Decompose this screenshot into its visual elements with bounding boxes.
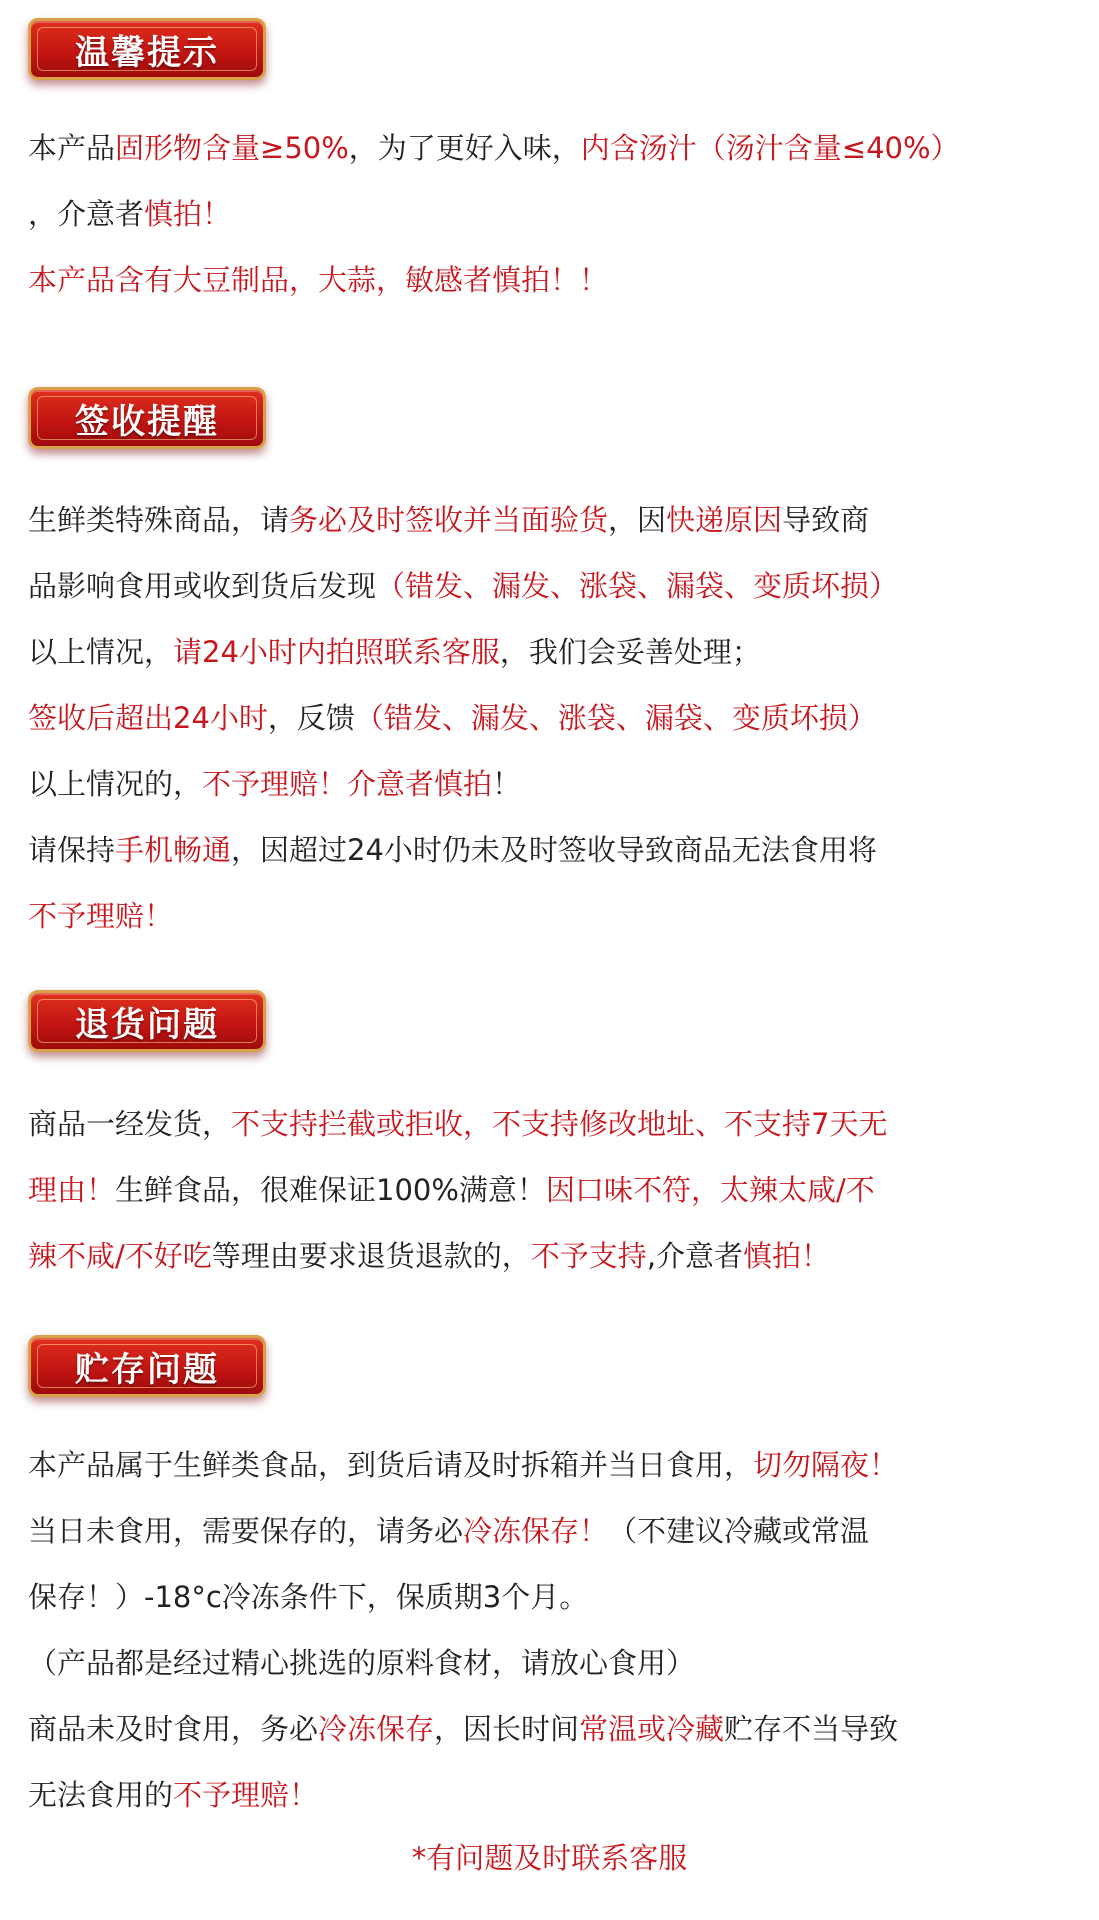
- text-line: [28, 830, 877, 870]
- text-line: [28, 1709, 898, 1749]
- text-line: [28, 500, 869, 540]
- highlight-segment: 冷冻保存！: [463, 1514, 609, 1548]
- highlight-segment: 慎拍！: [144, 197, 232, 231]
- highlight-segment: 手机畅通: [115, 833, 232, 867]
- section-badge-receipt-reminder: [28, 387, 266, 449]
- highlight-segment: 请24小时内拍照联系客服: [173, 635, 500, 669]
- text-line: [28, 1511, 869, 1551]
- highlight-segment: 常温或冷藏: [579, 1712, 725, 1746]
- contact-service-note: *有问题及时联系客服: [411, 1841, 688, 1875]
- text-segment: （不建议冷藏或常温: [608, 1514, 870, 1548]
- highlight-segment: 本产品含有大豆制品，大蒜，敏感者慎拍！！: [28, 263, 609, 297]
- text-segment: 本产品: [28, 131, 116, 165]
- text-line: [28, 194, 231, 234]
- highlight-segment: 内含汤汁（汤汁含量≤40%）: [580, 131, 960, 165]
- text-segment: （产品都是经过精心挑选的原料食材，请放心食用）: [28, 1646, 696, 1680]
- highlight-segment: 不支持拦截或拒收，不支持修改地址、不支持7天无: [231, 1107, 888, 1141]
- section-title: 签收提醒: [75, 401, 219, 442]
- highlight-segment: 签收后超出24小时: [28, 701, 268, 735]
- section-title: 退货问题: [75, 1004, 219, 1045]
- text-segment: ，我们会妥善处理；: [499, 635, 761, 669]
- text-segment: 保存！）-18°c冷冻条件下，保质期3个月。: [28, 1580, 589, 1614]
- text-line: [28, 1577, 588, 1617]
- text-segment: ,介意者: [646, 1239, 744, 1273]
- section-title: 贮存问题: [75, 1349, 219, 1390]
- highlight-segment: 慎拍！: [743, 1239, 831, 1273]
- text-segment: 本产品属于生鲜类食品，到货后请及时拆箱并当日食用，: [28, 1448, 754, 1482]
- text-line: [28, 896, 173, 936]
- text-line: [28, 764, 521, 804]
- text-segment: ，因超过24小时仍未及时签收导致商品无法食用将: [231, 833, 877, 867]
- text-line: [28, 260, 608, 300]
- text-segment: ，为了更好入味，: [348, 131, 581, 165]
- highlight-segment: （错发、漏发、涨袋、漏袋、变质坏损）: [354, 701, 877, 735]
- highlight-segment: 辣不咸/不好吃: [28, 1239, 212, 1273]
- section-badge-storage-issues: [28, 1335, 266, 1397]
- highlight-segment: 不予理赔！: [173, 1778, 319, 1812]
- text-segment: 无法食用的: [28, 1778, 174, 1812]
- text-segment: 生鲜食品，很难保证100%满意！: [115, 1173, 546, 1207]
- text-segment: 以上情况，: [28, 635, 174, 669]
- text-line: [28, 1170, 875, 1210]
- highlight-segment: （错发、漏发、涨袋、漏袋、变质坏损）: [376, 569, 899, 603]
- highlight-segment: 不予理赔！: [28, 899, 174, 933]
- text-segment: 商品一经发货，: [28, 1107, 232, 1141]
- text-segment: 生鲜类特殊商品，请: [28, 503, 290, 537]
- text-segment: ，因: [608, 503, 667, 537]
- text-segment: ，介意者: [28, 197, 145, 231]
- text-line: [28, 698, 877, 738]
- text-line: [28, 1775, 318, 1815]
- highlight-segment: 务必及时签收并当面验货: [289, 503, 609, 537]
- text-line: [28, 1104, 887, 1144]
- text-segment: 商品未及时食用，务必: [28, 1712, 319, 1746]
- text-line: [28, 632, 761, 672]
- text-segment: 等理由要求退货退款的，: [211, 1239, 531, 1273]
- text-segment: 当日未食用，需要保存的，请务必: [28, 1514, 464, 1548]
- highlight-segment: 理由！: [28, 1173, 116, 1207]
- text-segment: 贮存不当导致: [724, 1712, 899, 1746]
- highlight-segment: 快递原因: [666, 503, 783, 537]
- highlight-segment: 冷冻保存: [318, 1712, 435, 1746]
- text-segment: 导致商: [782, 503, 870, 537]
- text-segment: ，因长时间: [434, 1712, 580, 1746]
- highlight-segment: 不予理赔！介意者慎拍: [202, 767, 493, 801]
- text-segment: 以上情况的，: [28, 767, 203, 801]
- text-segment: 品影响食用或收到货后发现: [28, 569, 377, 603]
- text-segment: ！: [492, 767, 522, 801]
- section-badge-return-issues: [28, 990, 266, 1052]
- text-line: [28, 128, 960, 168]
- text-segment: 请保持: [28, 833, 116, 867]
- text-line: [28, 1643, 695, 1683]
- text-segment: ，反馈: [267, 701, 355, 735]
- text-line: [28, 1236, 830, 1276]
- highlight-segment: 切勿隔夜！: [753, 1448, 899, 1482]
- highlight-segment: 不予支持: [530, 1239, 647, 1273]
- text-line: [28, 1445, 898, 1485]
- highlight-segment: 因口味不符，太辣太咸/不: [545, 1173, 875, 1207]
- section-title: 温馨提示: [75, 32, 219, 73]
- text-line: [28, 566, 898, 606]
- highlight-segment: 固形物含量≥50%: [115, 131, 349, 165]
- section-badge-warm-tips: [28, 18, 266, 80]
